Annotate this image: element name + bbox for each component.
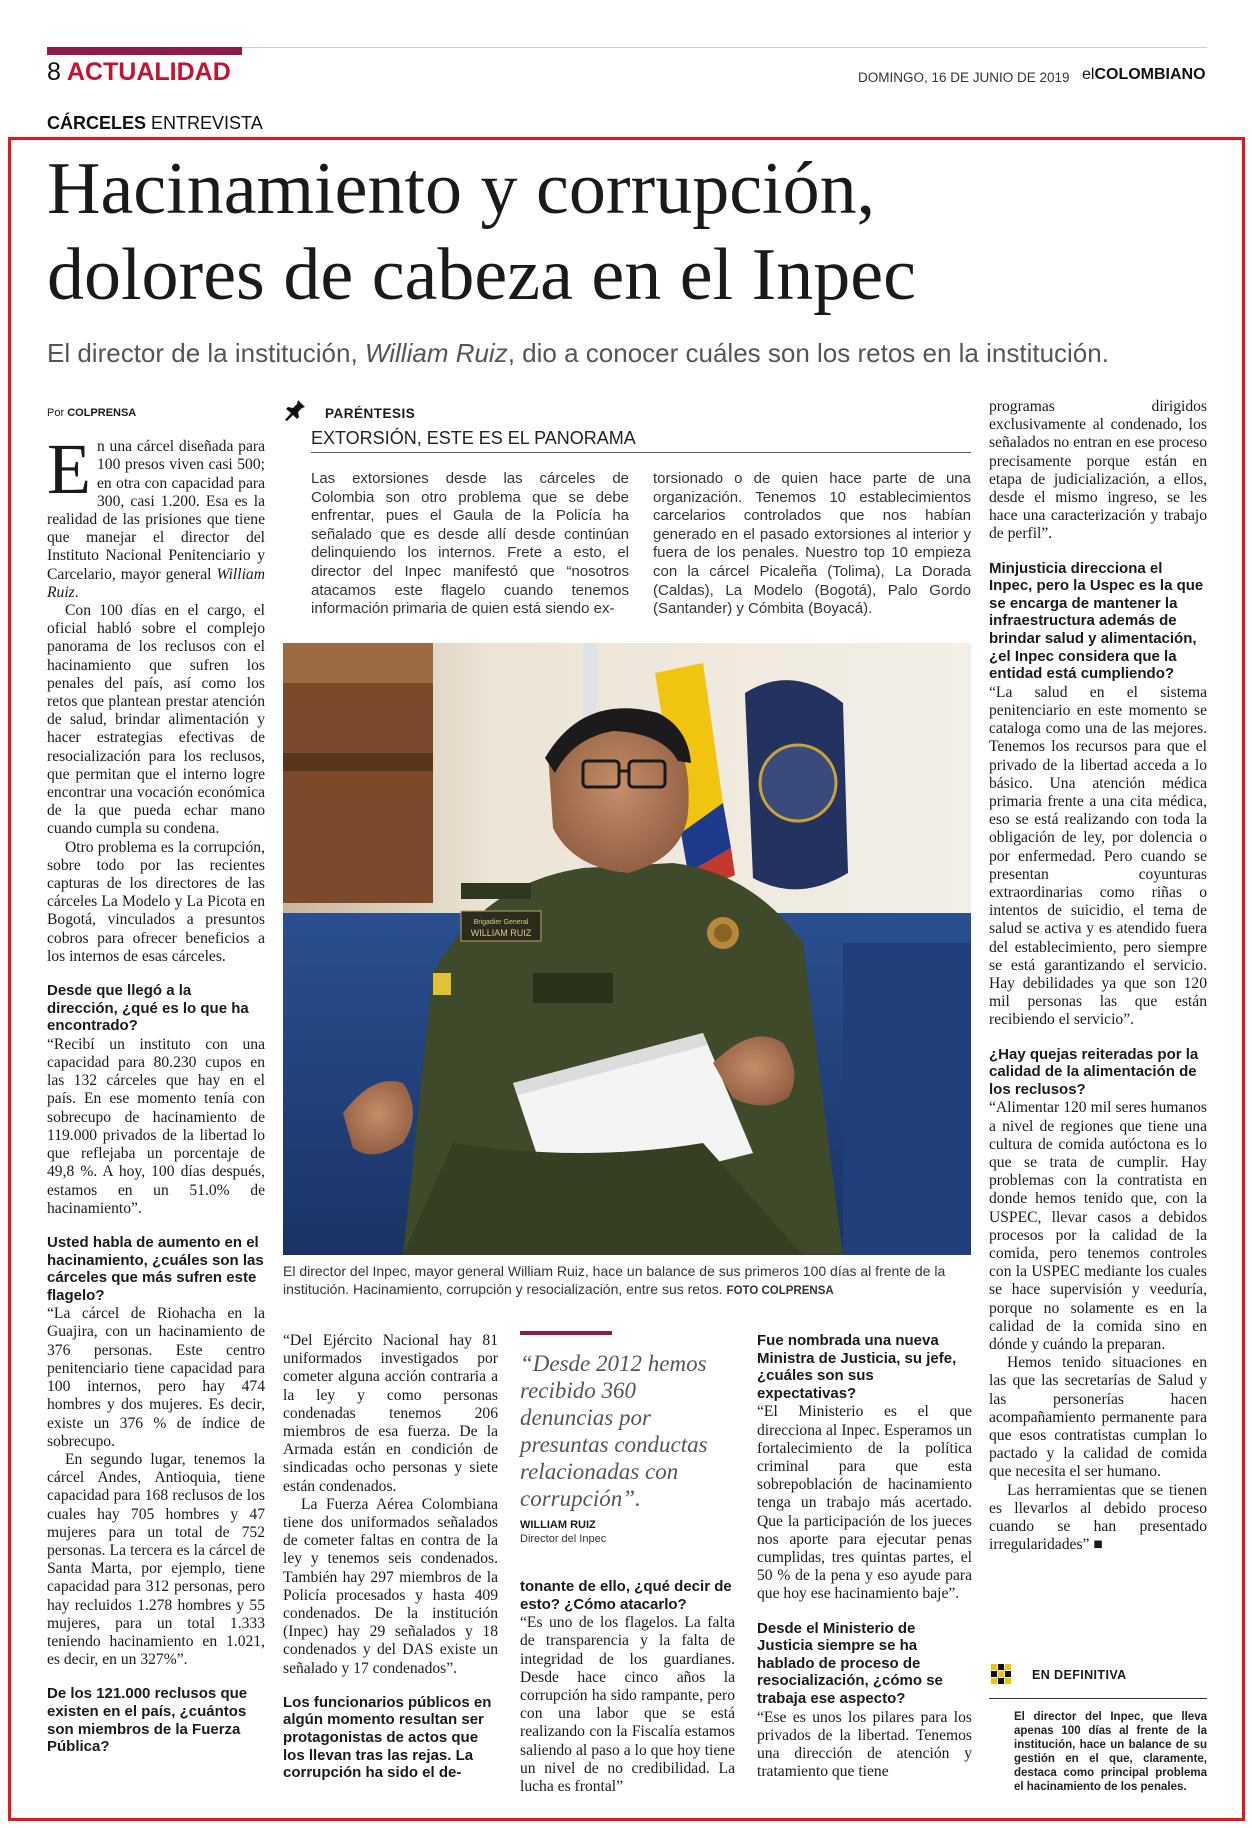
byline-prefix: Por [47,407,68,419]
summary-text: El director del Inpec, que lleva apenas 100 días al frente de la institución, hace un balance de su gestión en el que, claramente, destaca como principal problema el hacinamiento de los penales. [1014,1711,1207,1793]
parentesis-label: PARÉNTESIS [325,406,416,421]
kicker-type: ENTREVISTA [146,113,263,133]
photo-credit: FOTO COLPRENSA [726,1285,834,1297]
headline-line-1: Hacinamiento y corrupción, [47,148,876,230]
subhead-part: El director de la institución, [47,338,365,368]
interview-question: Minjusticia direcciona el Inpec, pero la Uspec es la que se encarga de mantener la infraestructura además de brindar salud y alimentación, ¿el Inpec considera que la entidad está cumpliendo? [989,559,1204,683]
interview-answer: programas dirigidos exclusivamente al condenado, los señalados no entran en ese proceso precisamente porque están en etapa de judicialización, a ellos, desde el mismo ingreso, se les hace una caracterización y trabajo de perfil”. [989,398,1207,543]
parentesis-text-2: torsionado o de quien hace parte de una organización. Tenemos 10 establecimientos carcelarios controlados que nos habían generado en el pasado extorsiones al interior y fuera de los penales. Nuestro top 10 empieza con la cárcel Picaleña (Tolima), La Dorada (Caldas), La Modelo (Bogotá), Palo Gordo (Santander) y Cómbita (Boyacá). [653,470,971,618]
interview-question: tonante de ello, ¿qué decir de esto? ¿Cómo atacarlo? [520,1578,732,1613]
summary-grid-icon [990,1663,1012,1685]
interview-answer: Las herramientas que se tienen es llevarlos al debido proceso cuando se han presentado irregularidades” ■ [989,1481,1207,1554]
section-header [47,58,231,87]
headline-line-2: dolores de cabeza en el Inpec [47,234,916,316]
caption-text: El director del Inpec, mayor general William Ruiz, hace un balance de sus primeros 100 días al frente de la institución. Hacinamiento, corrupción y resocialización, entre sus retos. [283,1263,946,1297]
interview-question: Desde el Ministerio de Justicia siempre se ha hablado de proceso de resocialización, ¿cómo se trabaja ese aspecto? [757,1619,943,1707]
interview-answer: “Es uno de los flagelos. La falta de transparencia y la falta de integridad de los guardianes. Desde hace cinco años la corrupción ha sido rampante, pero con una labor que se está realizando con la Fiscalía estamos saliendo al paso a lo que hoy tiene un nivel de no credibilidad. La lucha es frontal” [520,1614,735,1796]
article-kicker [47,113,263,134]
parentesis-text-1: Las extorsiones desde las cárceles de Colombia son otro problema que se debe enfrentar, pues el Gaula de la Policía ha señalado que es desde allí desde continúan delinquiendo los internos. Frete a esto, el director del Inpec manifestó que “nosotros atacamos este flagelo cuando tenemos información primaria de quien está siendo ex- [311,470,629,618]
interview-answer: “Alimentar 120 mil seres humanos a nivel de regiones que tiene una cultura de comida autóctona es lo que se trata de cumplir. Hay problemas con la contratista en donde hemos tenido que, con la USPEC, llevar casos a debidos procesos por la calidad de la comida, pero tenemos controles con la USPEC mediante los cuales se hace supervisión y veeduría, porque no solamente es en la calidad de la comida sino en dónde y cuándo la preparan. [989,1099,1207,1354]
interview-answer: “Ese es unos los pilares para los privados de la libertad. Tenemos una dirección de atención y tratamiento que tiene [757,1708,972,1781]
article-column-2 [283,1332,498,1783]
headline [47,146,1217,318]
summary-label: EN DEFINITIVA [1032,1668,1127,1682]
newspaper-logo [1082,66,1206,84]
text-name: William Ruiz [47,565,265,601]
interview-answer: “La salud en el sistema penitenciario en este momento se cataloga como una de las mejores. Tenemos los recursos para que el privado de la libertad acceda a lo básico. Una atención médica primaria frente a una cita médica, eso se está realizando con toda la obligación de ley, por dolencia o por enfermedad. Pero cuando se presentan coyunturas extraordinarias como riñas o intentos de suicidio, el tema de salud se activa y es atendido fuera del establecimiento, pero siempre se está garantizando el servicio. Hay debilidades ya que son 120 mil personas las que están recibiendo el servicio”. [989,683,1207,1029]
interview-answer: “El Ministerio es el que direcciona al Inpec. Esperamos un fortalecimiento de la política criminal para que esta sobrepoblación de hacinamiento tenga un trabajo más acertado. Que la participación de los jueces nos aporte para ejecutar penas cumplidas, tres quintas partes, el 50 % de la pena y eso ayude para que hoy ese hacinamiento baje”. [757,1403,972,1603]
article-column-5 [989,398,1207,1555]
interview-question: Desde que llegó a la dirección, ¿qué es lo que ha encontrado? [47,982,249,1035]
interview-question: De los 121.000 reclusos que existen en el país, ¿cuántos son miembros de la Fuerza Pública? [47,1685,248,1756]
paragraph: Con 100 días en el cargo, el oficial habló sobre el complejo panorama de los reclusos con el hacinamiento que sufren los penales del país, así como los retos que plantean prestar atención de salud, brindar alimentación y hacer estrategias efectivas de resocialización para los reclusos, que permitan que el interno logre encontrar una vocación económica de la que pueda echar mano cuando cumpla su condena. [47,602,265,838]
pushpin-icon [283,398,307,422]
subhead-name: William Ruiz [364,338,508,368]
paragraph: Otro problema es la corrupción, sobre todo por las recientes capturas de los directores de las cárceles La Modelo y La Picota en Bogotá, vinculados a presuntos cobros para ofrecer beneficios a los internos de esas cárceles. [47,838,265,965]
pullquote-text: “Desde 2012 hemos recibido 360 denuncias por presuntas conductas relacionadas con corrupción”. [520,1351,708,1511]
section-accent-bar [47,47,242,55]
article-column-4 [757,1332,972,1781]
subhead-part: , dio a conocer cuáles son los retos en la institución. [507,338,1109,368]
drop-cap: E [47,429,91,510]
byline [47,404,265,422]
article-column-3 [520,1578,735,1796]
logo-name: COLOMBIANO [1094,66,1206,83]
text: n una cárcel diseñada para 100 presos viven casi 500; en otra con capacidad para 300, casi 1.200. Esa es la realidad de las prisiones que tiene que manejar el director del Instituto Nacional Penitenciario y Carcelario, mayor general [47,438,265,583]
kicker-topic: CÁRCELES [47,113,147,133]
parentesis-rule [311,452,971,453]
byline-author: COLPRENSA [67,407,137,419]
paragraph [47,429,265,602]
photo-badge-name: WILLIAM RUIZ [470,928,532,938]
issue-date: DOMINGO, 16 DE JUNIO DE 2019 [858,70,1070,85]
article-column-1 [47,404,265,1757]
summary-rule [989,1698,1207,1699]
parentesis-title: EXTORSIÓN, ESTE ES EL PANORAMA [311,428,636,448]
interview-question: Los funcionarios públicos en algún momento resultan ser protagonistas de actos que los llevan tras las rejas. La corrupción ha sido el de- [283,1693,492,1782]
interview-answer: Hemos tenido situaciones en las que las secretarías de Salud y las personerías hacen acompañamiento permanente para que esos contratistas cumplan lo pactado y la calidad de comida que necesita el ser humano. [989,1354,1207,1481]
interview-question: ¿Hay quejas reiteradas por la calidad de la alimentación de los reclusos? [989,1045,1199,1098]
pullquote-author: WILLIAM RUIZ [520,1519,596,1531]
interview-answer: “Del Ejército Nacional hay 81 uniformados investigados por cometer alguna acción contraria a la ley y como personas condenadas tenemos 206 miembros de esa fuerza. De la Armada están en condición de sindicadas ocho personas y siete están condenados. [283,1332,498,1495]
section-name: ACTUALIDAD [66,58,231,86]
interview-question: Fue nombrada una nueva Ministra de Justicia, su jefe, ¿cuáles son sus expectativas? [757,1332,957,1402]
article-photo [283,643,971,1255]
interview-answer: “La cárcel de Riohacha en la Guajira, con un hacinamiento de 376 personas. Este centro penitenciario tiene capacidad para 100 internos, pero hay 474 hombres y dos mujeres. Es decir, existe un 376 % de índice de sobrecupo. [47,1305,265,1450]
text: . [74,583,79,601]
interview-answer: En segundo lugar, tenemos la cárcel Andes, Antioquia, tiene capacidad para 168 reclusos de los cuales hay 705 hombres y 47 mujeres para un total de 752 personas. La tercera es la cárcel de Santa Marta, por ejemplo, tiene capacidad para 312 personas, pero hay recluidos 1.278 hombres y 55 mujeres, para un total 1.333 teniendo hacinamiento en 1.021, es decir, en un 327%”. [47,1450,265,1669]
interview-answer: “Recibí un instituto con una capacidad para 80.230 cupos en las 132 cárceles que hay en el país. En ese momento tenía con sobrecupo de hacinamiento de 119.000 privados de la libertad lo que reflejaba un porcentaje de 49,8 %. A hoy, 100 días después, estamos en un 51.0% de hacinamiento”. [47,1035,265,1217]
subheadline [47,338,1217,369]
page-number: 8 [47,58,61,86]
photo-badge-rank: Brigadier General [473,919,529,926]
logo-prefix: el [1082,66,1095,83]
photo-caption [283,1262,971,1300]
interview-answer: La Fuerza Aérea Colombiana tiene dos uniformados señalados de cometer faltas en contra de la ley y tenemos seis condenados. También hay 297 miembros de la Policía procesados y hasta 409 condenados. De la institución (Inpec) hay 29 señalados y 18 condenados y del DAS existe un señalado y 17 condenados”. [283,1495,498,1677]
pullquote-bar [520,1331,612,1335]
interview-question: Usted habla de aumento en el hacinamiento, ¿cuáles son las cárceles que más sufren este flagelo? [47,1233,264,1304]
pullquote-role: Director del Inpec [520,1533,607,1545]
